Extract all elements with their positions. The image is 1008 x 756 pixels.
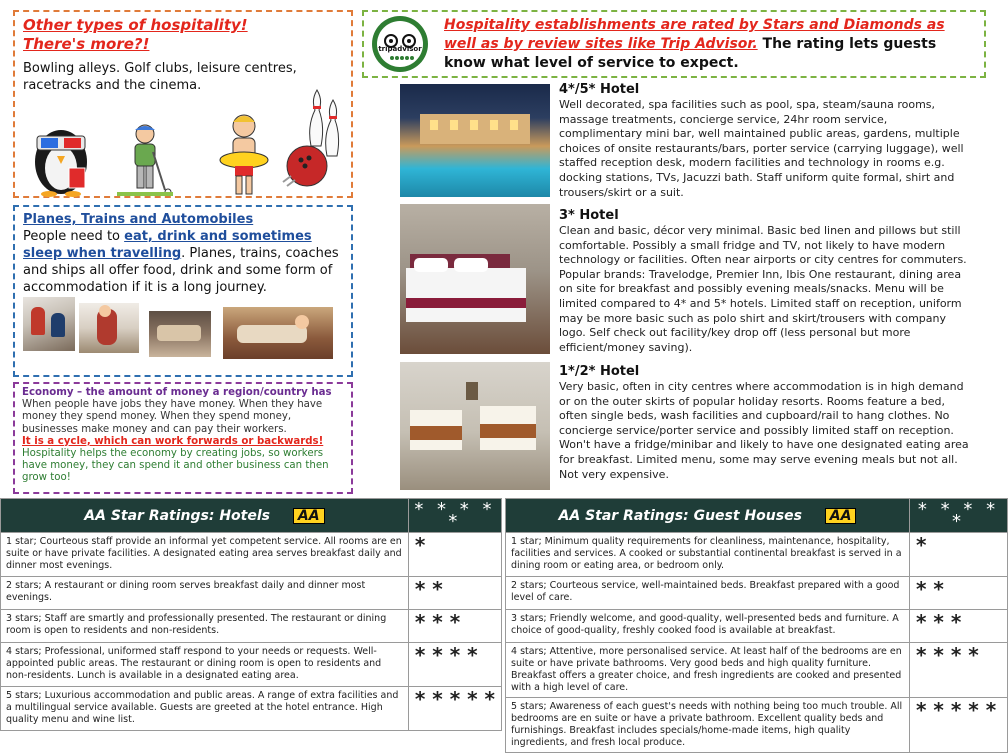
aa-guest-header-label: AA Star Ratings: Guest Houses — [558, 507, 802, 524]
plane-cabin-photo-2 — [79, 303, 139, 353]
plane-cabin-photo-4 — [223, 307, 333, 359]
aa-hotels-table — [0, 498, 502, 731]
aa-hotels-row-3-stars: * * * — [408, 610, 501, 643]
budget-room-photo — [400, 362, 550, 490]
hotel-3-title: 3* Hotel — [559, 208, 619, 223]
table-row — [1, 533, 502, 577]
aa-hotels-row-5-stars: * * * * * — [408, 687, 501, 731]
table-row — [506, 610, 1008, 643]
aa-guest-row-5-stars: * * * * * — [910, 698, 1008, 753]
aa-guest-row-1-text: 1 star; Minimum quality requirements for cleanliness, maintenance, hospitality, facilities and services. A cooked or substantial continental breakfast is served in a dining room or eating area, or bedroom only. — [506, 533, 910, 577]
aa-hotels-row-1-stars: * — [408, 533, 501, 577]
aa-guest-houses-table — [505, 498, 1008, 753]
hotel-4-5-desc: Well decorated, spa facilities such as pool, spa, steam/sauna rooms, massage treatments, concierge service, 24hr room service, complimentary mini bar, well maintained public areas, gardens, multiple choices of onsite restaurants/bars, porter service (carrying luggage), well staffed reception desk, modern facilities and technology in rooms e.g. docking stations, TVs, Jacuzzi bath. Staff uniform quite formal, shirt and trousers/skirt or a suit. — [559, 98, 964, 199]
aa-hotels-row-4-text: 4 stars; Professional, uniformed staff respond to your needs or requests. Well-appointed public areas. The restaurant or dining room is open to residents and non-residents. Lunch is available in a designated eating area. — [1, 643, 409, 687]
other-types-body: Bowling alleys. Golf clubs, leisure centres, racetracks and the cinema. — [23, 61, 297, 93]
three-star-room-photo — [400, 204, 550, 354]
aa-guest-header — [506, 499, 910, 533]
aa-guest-row-4-stars: * * * * — [910, 643, 1008, 698]
table-row — [1, 577, 502, 610]
aa-hotels-header — [1, 499, 409, 533]
aa-guest-row-1-stars: * — [910, 533, 1008, 577]
other-types-title-1: Other types of hospitality! — [23, 16, 248, 34]
aa-guest-header-row — [506, 499, 1008, 533]
table-row — [1, 643, 502, 687]
other-types-panel — [13, 10, 353, 198]
hotel-1-2-title: 1*/2* Hotel — [559, 364, 640, 379]
aa-hotels-header-row — [1, 499, 502, 533]
ratings-intro-plain: The rating lets guests know what level of service to expect. — [444, 36, 937, 71]
aa-hotels-header-label: AA Star Ratings: Hotels — [84, 507, 270, 524]
cinema-penguin-illustration — [29, 110, 93, 198]
luxury-hotel-photo — [400, 84, 550, 197]
tripadvisor-logo-text: tripadvisor — [378, 45, 422, 53]
bowling-illustration — [277, 86, 349, 196]
hotel-3-desc: Clean and basic, décor very minimal. Basic bed linen and pillows but still comfortable. Possibly a small fridge and TV, not likely to have modern technology or facilities. Often near airports or city centres for commuters. Popular brands: Travelodge, Premier Inn, Ibis One restaurant, dining area on site for breakfast and possibly evening meals/snacks. Menu will be limited compared to 4* and 5* hotels. Limited staff on reception, uniform may be more basic such as polo shirt and skirt/trousers with company logo. Self check out facility/key drop off (less personal but more efficient/money saving). — [559, 224, 967, 354]
golfer-illustration — [115, 122, 175, 198]
aa-guest-header-stars: * * * * * — [910, 499, 1008, 533]
economy-cycle: It is a cycle, which can work forwards or backwards! — [22, 435, 324, 447]
aa-hotels-row-4-stars: * * * * — [408, 643, 501, 687]
aa-hotels-row-2-stars: * * — [408, 577, 501, 610]
planes-body — [23, 228, 345, 296]
economy-green: Hospitality helps the economy by creating jobs, so workers have money, they can spend it and other business can then grow too! — [22, 448, 329, 484]
planes-title: Planes, Trains and Automobiles — [23, 212, 254, 227]
planes-panel — [13, 205, 353, 377]
table-row — [1, 610, 502, 643]
aa-guest-row-5-text: 5 stars; Awareness of each guest's needs with nothing being too much trouble. All bedrooms are en suite or have a private bathroom. Excellent quality beds and furnishings. Breakfast includes specials/home-made items, high quality ingredients, and fresh local produce. — [506, 698, 910, 753]
aa-hotels-row-2-text: 2 stars; A restaurant or dining room serves breakfast daily and dinner most evenings. — [1, 577, 409, 610]
table-row — [506, 643, 1008, 698]
plane-cabin-photo-1 — [23, 297, 75, 351]
planes-body-pre: People need to — [23, 229, 125, 244]
swimmer-illustration — [215, 112, 273, 198]
planes-body-link: eat, drink and sometimes sleep when travelling — [23, 229, 312, 261]
tripadvisor-logo-icon — [370, 14, 430, 74]
aa-guest-row-3-stars: * * * — [910, 610, 1008, 643]
aa-guest-row-3-text: 3 stars; Friendly welcome, and good-quality, well-presented beds and furniture. A choice of good-quality, freshly cooked food is available at breakfast. — [506, 610, 910, 643]
aa-hotels-row-5-text: 5 stars; Luxurious accommodation and public areas. A range of extra facilities and a multilingual service available. Guests are greeted at the hotel entrance. High quality menu and wine list. — [1, 687, 409, 731]
economy-title: Economy – the amount of money a region/country has — [22, 387, 332, 398]
hotel-1-2-desc: Very basic, often in city centres where accommodation is in high demand or on the outer skirts of popular holiday resorts. Rooms feature a bed, often single beds, wash facilities and cupboard/rail to hang clothes. No concierge service/porter service and possibly limited staff on reception. Won't have a fridge/minibar and likely to have one designated eating area for breakfast. Limited menu, some may serve evening meals but not all. Not very expensive. — [559, 380, 969, 481]
ratings-intro-panel — [362, 10, 986, 78]
plane-cabin-photo-3 — [149, 311, 211, 357]
economy-panel — [13, 382, 353, 494]
aa-hotels-header-stars: * * * * * — [408, 499, 501, 533]
economy-body: When people have jobs they have money. When they have money they spend money. When they spend money, businesses make money and can pay their workers. — [22, 399, 323, 435]
hotel-4-5-title: 4*/5* Hotel — [559, 82, 640, 97]
aa-logo-icon: AA — [825, 508, 857, 524]
aa-hotels-row-1-text: 1 star; Courteous staff provide an informal yet competent service. All rooms are en suite or have private facilities. A designated eating area serves breakfast daily and dinner most evenings. — [1, 533, 409, 577]
table-row — [1, 687, 502, 731]
aa-hotels-row-3-text: 3 stars; Staff are smartly and professionally presented. The restaurant or dining room is open to residents and non-residents. — [1, 610, 409, 643]
aa-logo-icon: AA — [293, 508, 325, 524]
ratings-intro-underlined: Hospitality establishments are rated by Stars and Diamonds as well as by review sites like Trip Advisor. — [444, 17, 945, 52]
aa-guest-row-2-stars: * * — [910, 577, 1008, 610]
aa-guest-row-2-text: 2 stars; Courteous service, well-maintained beds. Breakfast prepared with a good level of care. — [506, 577, 910, 610]
other-types-title-2: There's more?! — [23, 35, 150, 53]
table-row — [506, 698, 1008, 753]
table-row — [506, 533, 1008, 577]
planes-body-post: . Planes, trains, coaches and ships all offer food, drink and some form of accommodation if it is a long journey. — [23, 246, 339, 295]
aa-guest-row-4-text: 4 stars; Attentive, more personalised service. At least half of the bedrooms are en suite or have private bathrooms. Very good beds and high quality furniture. Breakfast offers a greater choice, and fresh ingredients are cooked and presented with a high level of care. — [506, 643, 910, 698]
table-row — [506, 577, 1008, 610]
